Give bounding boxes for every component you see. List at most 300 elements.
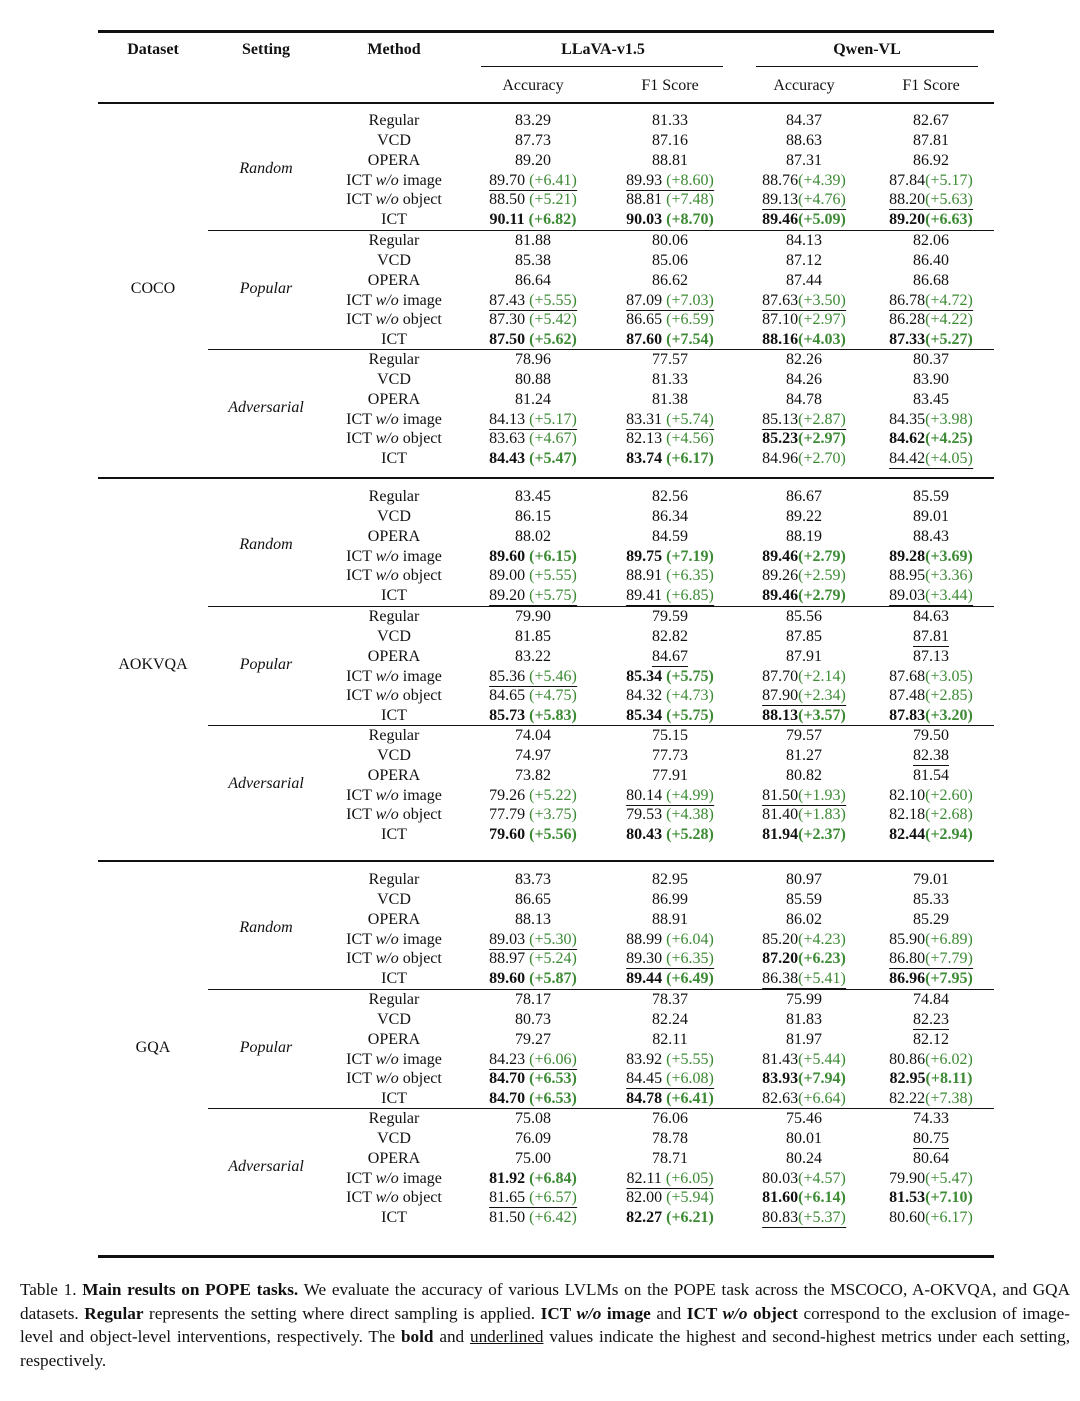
metric-cell	[626, 548, 714, 566]
metric-cell	[489, 826, 577, 844]
method-label: ICT w/o object	[346, 806, 442, 824]
metric-cell	[889, 707, 973, 725]
metric-cell	[489, 311, 577, 329]
metric-value: 74.04	[515, 727, 551, 744]
method-label: ICT w/o image	[346, 291, 442, 309]
metric-cell	[489, 1189, 577, 1207]
metric-cell	[889, 787, 973, 805]
metric-value: 89.28	[889, 547, 926, 565]
metric-delta: (+4.99)	[662, 786, 714, 804]
metric-delta: (+5.44)	[798, 1050, 846, 1068]
metric-value: 87.43	[489, 291, 526, 309]
metric-delta: (+5.30)	[525, 930, 577, 948]
metric-cell	[626, 806, 714, 824]
metric-delta: (+4.25)	[925, 430, 973, 448]
method-label: VCD	[377, 507, 411, 525]
metric-delta: (+6.17)	[662, 450, 714, 468]
metric-cell	[889, 331, 973, 349]
metric-cell	[786, 727, 822, 745]
metric-cell	[652, 1110, 688, 1128]
metric-value: 75.99	[786, 991, 822, 1008]
metric-cell	[489, 1090, 577, 1108]
dataset-label: GQA	[135, 1039, 171, 1056]
metric-cell	[652, 1130, 688, 1148]
metric-delta: (+5.55)	[525, 567, 577, 585]
method-label: ICT w/o object	[346, 1189, 442, 1207]
metric-value: 80.86	[889, 1050, 926, 1068]
metric-cell	[515, 132, 551, 150]
method-label: VCD	[377, 251, 411, 269]
metric-value: 84.65	[489, 687, 526, 705]
metric-value: 87.70	[762, 667, 799, 685]
metric-value: 82.63	[762, 1090, 799, 1108]
metric-delta: (+2.60)	[925, 786, 973, 804]
metric-cell	[762, 587, 846, 605]
metric-delta: (+5.62)	[525, 331, 577, 349]
metric-delta: (+6.08)	[662, 1070, 714, 1088]
metric-value: 84.70	[489, 1070, 526, 1088]
setting-label: Random	[239, 536, 293, 553]
method-label: OPERA	[367, 151, 421, 169]
metric-value: 85.20	[762, 930, 799, 948]
metric-value: 89.03	[489, 930, 526, 948]
metric-value: 74.33	[913, 1110, 949, 1127]
caption-text-4: correspond to the exclusion of image-level and object-level interventions, respectively. The	[20, 1303, 1070, 1346]
metric-value: 90.03	[626, 211, 663, 229]
metric-cell	[762, 292, 846, 310]
metric-delta: (+7.10)	[925, 1189, 973, 1207]
metric-value: 89.20	[489, 587, 526, 605]
metric-value: 88.19	[786, 527, 822, 545]
header-setting: Setting	[242, 41, 290, 58]
metric-delta: (+8.60)	[662, 171, 714, 189]
metric-value: 89.46	[762, 587, 799, 605]
metric-cell	[762, 331, 846, 349]
metric-delta: (+3.75)	[525, 806, 577, 824]
metric-value: 80.01	[786, 1129, 822, 1147]
dataset-label: AOKVQA	[118, 656, 188, 673]
metric-cell	[889, 970, 973, 988]
metric-value: 87.30	[489, 311, 526, 329]
metric-value: 84.42	[889, 450, 926, 468]
metric-delta: (+5.55)	[662, 1050, 714, 1068]
metric-value: 84.78	[786, 390, 822, 408]
dataset-label: COCO	[130, 280, 176, 297]
metric-cell	[489, 331, 577, 349]
metric-delta: (+6.02)	[925, 1050, 973, 1068]
metric-cell	[786, 608, 822, 626]
metric-value: 74.97	[515, 746, 551, 764]
metric-value: 81.50	[762, 786, 799, 804]
metric-value: 82.24	[652, 1010, 688, 1028]
method-label: Regular	[368, 232, 420, 249]
metric-cell	[762, 172, 846, 190]
metric-cell	[762, 411, 846, 429]
metric-cell	[786, 747, 822, 765]
metric-value: 89.13	[762, 191, 799, 209]
metric-cell	[652, 727, 688, 745]
metric-cell	[515, 1110, 551, 1128]
metric-cell	[913, 528, 949, 546]
metric-cell	[515, 112, 551, 130]
metric-delta: (+2.85)	[925, 687, 973, 705]
header-llava-f1: F1 Score	[641, 77, 699, 94]
metric-value: 89.70	[489, 171, 526, 189]
metric-cell	[786, 871, 822, 889]
metric-value: 86.28	[889, 311, 926, 329]
setting-label: Popular	[239, 280, 293, 297]
metric-value: 79.59	[652, 608, 688, 625]
metric-cell	[913, 152, 949, 170]
metric-value: 87.81	[913, 627, 949, 645]
metric-value: 87.60	[626, 331, 663, 349]
caption-text-6: values indicate the highest and second-highest metrics under each setting, respectively.	[20, 1327, 1070, 1370]
metric-cell	[786, 1130, 822, 1148]
metric-cell	[762, 211, 846, 229]
metric-cell	[786, 528, 822, 546]
metric-value: 89.26	[762, 567, 799, 585]
method-label: OPERA	[367, 647, 421, 665]
metric-delta: (+4.22)	[925, 311, 973, 329]
metric-delta: (+6.85)	[662, 587, 714, 605]
metric-value: 89.60	[489, 547, 526, 565]
setting-divider	[208, 989, 994, 990]
metric-value: 77.79	[489, 806, 526, 824]
metric-value: 80.14	[626, 786, 663, 804]
metric-cell	[762, 450, 846, 468]
method-label: Regular	[368, 1110, 420, 1127]
metric-cell	[652, 871, 688, 889]
method-label: OPERA	[367, 527, 421, 545]
metric-delta: (+5.22)	[525, 786, 577, 804]
metric-value: 75.46	[786, 1110, 822, 1127]
metric-delta: (+3.44)	[925, 587, 973, 605]
metric-delta: (+3.20)	[925, 707, 973, 725]
metric-delta: (+6.63)	[925, 211, 973, 229]
metric-value: 79.01	[913, 871, 949, 888]
metric-value: 86.80	[889, 950, 926, 968]
metric-cell	[762, 787, 846, 805]
method-label: Regular	[368, 608, 420, 625]
metric-delta: (+6.15)	[525, 547, 577, 565]
metric-value: 84.70	[489, 1090, 526, 1108]
metric-cell	[515, 232, 551, 250]
metric-value: 79.60	[489, 826, 526, 844]
metric-value: 81.60	[762, 1189, 799, 1207]
metric-value: 85.38	[515, 251, 551, 269]
metric-cell	[889, 1051, 973, 1069]
method-label: ICT	[381, 707, 407, 725]
metric-value: 83.45	[515, 488, 551, 505]
metric-delta: (+4.67)	[525, 430, 577, 448]
metric-value: 88.91	[626, 567, 663, 585]
metric-value: 82.82	[652, 627, 688, 645]
metric-cell	[889, 211, 973, 229]
metric-cell	[786, 648, 822, 666]
metric-delta: (+5.37)	[798, 1209, 846, 1227]
metric-value: 79.27	[515, 1030, 551, 1048]
metric-value: 87.83	[889, 707, 926, 725]
metric-value: 87.68	[889, 667, 926, 685]
metric-value: 86.99	[652, 890, 688, 908]
metric-delta: (+5.47)	[525, 450, 577, 468]
metric-cell	[626, 1170, 713, 1188]
method-label: ICT	[381, 970, 407, 988]
metric-cell	[489, 191, 577, 209]
metric-cell	[913, 891, 949, 909]
method-label: ICT w/o image	[346, 410, 442, 428]
metric-value: 87.91	[786, 647, 822, 665]
metric-cell	[652, 528, 688, 546]
metric-delta: (+4.23)	[798, 930, 846, 948]
metric-cell	[786, 508, 822, 526]
metric-delta: (+7.03)	[662, 291, 714, 309]
metric-value: 75.15	[652, 727, 688, 744]
method-label: VCD	[377, 1129, 411, 1147]
metric-cell	[786, 112, 822, 130]
metric-delta: (+6.35)	[662, 950, 714, 968]
metric-delta: (+4.38)	[662, 806, 714, 824]
method-label: ICT	[381, 587, 407, 605]
caption-title: Main results on POPE tasks.	[82, 1280, 299, 1299]
metric-cell	[786, 891, 822, 909]
metric-cell	[913, 911, 949, 929]
header-llava: LLaVA-v1.5	[561, 41, 645, 58]
metric-value: 86.02	[786, 910, 822, 928]
metric-value: 85.56	[786, 608, 822, 625]
metric-cell	[786, 351, 822, 369]
metric-value: 81.97	[786, 1030, 822, 1048]
metric-cell	[762, 687, 846, 705]
metric-value: 89.93	[626, 171, 663, 189]
setting-label: Popular	[239, 1039, 293, 1056]
metric-value: 80.97	[786, 871, 822, 888]
metric-cell	[786, 132, 822, 150]
method-label: ICT w/o image	[346, 547, 442, 565]
setting-divider	[208, 1108, 994, 1109]
metric-delta: (+2.14)	[798, 667, 846, 685]
metric-cell	[762, 1051, 846, 1069]
metric-cell	[515, 272, 551, 290]
header-method: Method	[367, 41, 421, 58]
metric-value: 80.83	[762, 1209, 799, 1227]
metric-delta: (+1.83)	[798, 806, 846, 824]
metric-delta: (+2.34)	[798, 687, 846, 705]
method-label: VCD	[377, 1010, 411, 1028]
method-label: ICT w/o image	[346, 930, 442, 948]
metric-cell	[913, 1011, 949, 1029]
metric-value: 88.99	[626, 930, 663, 948]
metric-value: 85.34	[626, 707, 663, 725]
metric-value: 82.23	[913, 1010, 949, 1028]
metric-cell	[626, 311, 714, 329]
llava-cmidrule	[481, 66, 723, 67]
metric-value: 80.03	[762, 1169, 799, 1187]
metric-delta: (+3.98)	[925, 410, 973, 428]
metric-cell	[913, 991, 949, 1009]
metric-value: 82.67	[913, 112, 949, 129]
metric-cell	[515, 508, 551, 526]
method-label: ICT w/o image	[346, 1050, 442, 1068]
metric-cell	[762, 311, 846, 329]
metric-cell	[626, 826, 714, 844]
metric-delta: (+5.75)	[525, 587, 577, 605]
metric-delta: (+1.93)	[798, 786, 846, 804]
metric-value: 87.84	[889, 171, 926, 189]
metric-delta: (+6.41)	[525, 171, 577, 189]
metric-cell	[515, 767, 551, 785]
method-label: ICT w/o object	[346, 1070, 442, 1088]
metric-delta: (+5.55)	[525, 291, 577, 309]
metric-value: 89.00	[489, 567, 526, 585]
metric-value: 79.90	[515, 608, 551, 625]
metric-cell	[889, 931, 973, 949]
metric-cell	[889, 1090, 973, 1108]
metric-value: 84.35	[889, 410, 926, 428]
metric-cell	[913, 747, 949, 765]
metric-value: 88.63	[786, 131, 822, 149]
metric-value: 89.20	[515, 151, 551, 169]
metric-value: 80.37	[913, 351, 949, 368]
metric-value: 85.59	[913, 488, 949, 505]
metric-value: 81.50	[489, 1209, 526, 1227]
metric-value: 82.06	[913, 232, 949, 249]
metric-value: 87.16	[652, 131, 688, 149]
metric-cell	[626, 191, 714, 209]
metric-value: 79.53	[626, 806, 663, 824]
metric-delta: (+6.84)	[525, 1169, 577, 1187]
metric-delta: (+5.09)	[798, 211, 846, 229]
metric-cell	[913, 628, 949, 646]
metric-value: 79.50	[913, 727, 949, 744]
metric-delta: (+5.42)	[525, 311, 577, 329]
metric-value: 82.27	[626, 1209, 663, 1227]
metric-cell	[762, 430, 846, 448]
metric-value: 88.02	[515, 527, 551, 545]
header-qwen: Qwen-VL	[833, 41, 901, 58]
metric-value: 85.36	[489, 667, 526, 685]
metric-delta: (+4.05)	[925, 450, 973, 468]
metric-cell	[762, 1090, 846, 1108]
metric-delta: (+4.03)	[798, 331, 846, 349]
metric-value: 78.78	[652, 1129, 688, 1147]
metric-value: 83.73	[515, 871, 551, 888]
metric-value: 79.57	[786, 727, 822, 744]
metric-cell	[913, 871, 949, 889]
metric-cell	[786, 232, 822, 250]
metric-delta: (+4.56)	[662, 430, 714, 448]
metric-value: 87.50	[489, 331, 526, 349]
metric-cell	[652, 132, 688, 150]
metric-cell	[889, 806, 973, 824]
metric-value: 82.00	[626, 1189, 663, 1207]
metric-cell	[626, 668, 714, 686]
method-label: Regular	[368, 991, 420, 1008]
metric-cell	[515, 528, 551, 546]
metric-cell	[515, 891, 551, 909]
caption-ict-obj: ICT w/o object	[686, 1303, 798, 1323]
metric-value: 90.11	[489, 211, 525, 229]
metric-cell	[889, 450, 973, 468]
metric-value: 88.91	[652, 910, 688, 928]
metric-cell	[515, 1130, 551, 1148]
metric-delta: (+2.70)	[798, 450, 846, 468]
metric-delta: (+5.28)	[662, 826, 714, 844]
metric-value: 83.93	[762, 1070, 799, 1088]
metric-value: 87.31	[786, 151, 822, 169]
metric-cell	[889, 411, 973, 429]
metric-cell	[515, 747, 551, 765]
metric-cell	[626, 1070, 714, 1088]
metric-value: 83.45	[913, 390, 949, 408]
metric-cell	[889, 950, 973, 968]
metric-value: 89.60	[489, 970, 526, 988]
metric-cell	[913, 112, 949, 130]
metric-value: 86.15	[515, 507, 551, 525]
metric-cell	[626, 1051, 714, 1069]
metric-delta: (+5.75)	[662, 667, 714, 685]
metric-delta: (+4.75)	[525, 687, 577, 705]
metric-value: 85.29	[913, 910, 949, 928]
metric-value: 83.22	[515, 647, 551, 665]
metric-value: 84.13	[489, 410, 526, 428]
method-label: ICT	[381, 1209, 407, 1227]
method-label: ICT w/o image	[346, 1169, 442, 1187]
metric-value: 81.40	[762, 806, 799, 824]
metric-value: 84.43	[489, 450, 526, 468]
metric-delta: (+3.36)	[925, 567, 973, 585]
metric-cell	[786, 391, 822, 409]
metric-cell	[889, 1170, 973, 1188]
metric-cell	[489, 1070, 577, 1088]
metric-value: 84.63	[913, 608, 949, 625]
metric-value: 85.59	[786, 890, 822, 908]
metric-cell	[889, 311, 973, 329]
metric-delta: (+8.11)	[925, 1070, 973, 1088]
metric-value: 80.60	[889, 1209, 926, 1227]
metric-delta: (+4.72)	[925, 291, 973, 309]
metric-cell	[762, 970, 846, 988]
metric-value: 89.30	[626, 950, 663, 968]
metric-value: 88.13	[515, 910, 551, 928]
metric-value: 88.20	[889, 191, 926, 209]
metric-cell	[913, 1130, 949, 1148]
metric-value: 89.44	[626, 970, 663, 988]
metric-delta: (+5.74)	[662, 410, 714, 428]
metric-delta: (+2.37)	[798, 826, 846, 844]
method-label: ICT w/o object	[346, 430, 442, 448]
header-dataset: Dataset	[127, 41, 179, 58]
metric-value: 81.65	[489, 1189, 526, 1207]
metric-delta: (+6.89)	[925, 930, 973, 948]
metric-value: 78.37	[652, 991, 688, 1008]
method-label: ICT w/o image	[346, 786, 442, 804]
metric-delta: (+2.59)	[798, 567, 846, 585]
metric-delta: (+6.57)	[525, 1189, 577, 1207]
method-label: Regular	[368, 871, 420, 888]
method-label: OPERA	[367, 910, 421, 928]
metric-delta: (+6.59)	[662, 311, 714, 329]
metric-value: 83.63	[489, 430, 526, 448]
metric-cell	[515, 648, 551, 666]
method-label: Regular	[368, 112, 420, 129]
metric-cell	[489, 587, 577, 605]
metric-delta: (+6.41)	[662, 1090, 714, 1108]
metric-cell	[626, 411, 714, 429]
metric-delta: (+2.79)	[798, 547, 846, 565]
metric-delta: (+7.95)	[925, 970, 973, 988]
metric-value: 80.73	[515, 1010, 551, 1028]
